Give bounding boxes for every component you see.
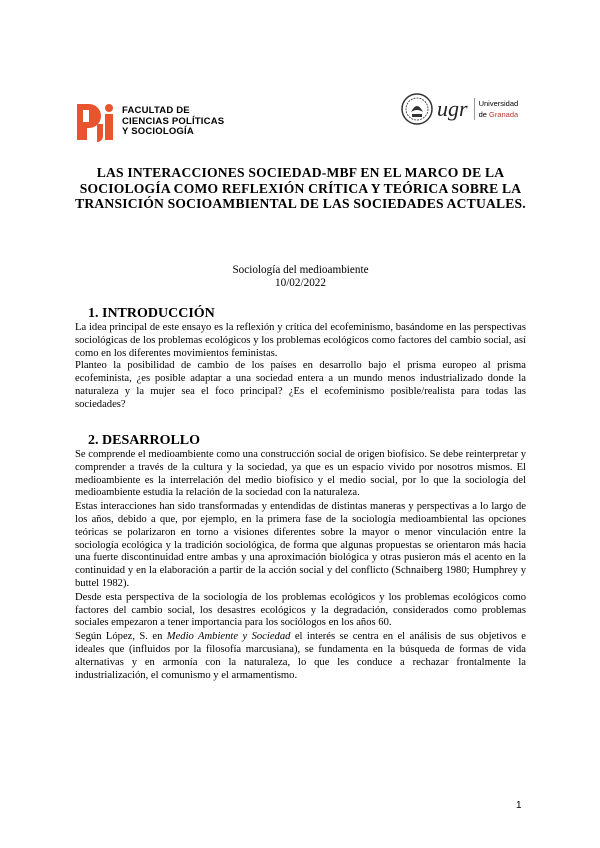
university-seal-icon: [400, 92, 434, 126]
faculty-logo: [75, 102, 224, 142]
subject-line: Sociología del medioambiente: [232, 264, 369, 276]
section-heading-intro: 1. INTRODUCCIÓN: [88, 306, 215, 321]
paragraph: Estas interacciones han sido transformadas y entendidas de distintas maneras y perspectivas a lo largo de los años, debido a que, por ejemplo, en la primera fase de la sociología medioambiental las opciones teóricas se polarizaron en torno a visiones diferentes sobre la mayor o menor vinculación entre la sociología ecológica y la tradición sociológica, de forma que algunas propuestas se orientaron más hacia una fuerte discontinuidad entre ambas y una aproximación biológica y otras pusieron más el acento en la continuidad y en la elaboración a partir de la acción social y del conflicto (Schnaiberg 1980; Humphrey y buttel 1982).: [75, 501, 526, 589]
paragraph: Desde esta perspectiva de la sociología de los problemas ecológicos y los problemas ecológicos como factores del cambio social, los desastres ecológicos y la degradación, considerados como problemas sociales empezaron a tener importancia para los sociólogos en los años 60.: [75, 591, 526, 629]
intro-body: [75, 322, 526, 412]
university-logo: [400, 92, 518, 126]
section-heading-desarrollo: 2. DESARROLLO: [88, 433, 201, 448]
faculty-logo-icon: [75, 102, 117, 142]
desarrollo-body: [75, 449, 526, 682]
paragraph: Según López, S. en Medio Ambiente y Sociedad el interés se centra en el análisis de sus objetivos e ideales que (influidos por la filosofía marcusiana), se fundamenta en la búsqueda de formas de vida alternativas y en armonía con la naturaleza, lo que les conduce a rechazar frontalmente la industrialización, el comunismo y el armamentismo.: [75, 631, 526, 681]
date-line: 10/02/2022: [275, 276, 326, 289]
ugr-wordmark: ugr: [437, 96, 468, 121]
university-name: Universidad de Granada: [474, 98, 519, 120]
document-title: LAS INTERACCIONES SOCIEDAD-MBF EN EL MARCO DE LA SOCIOLOGÍA COMO REFLEXIÓN CRÍTICA Y TEÓRICA SOBRE LA TRANSICIÓN SOCIOAMBIENTAL DE LAS SOCIEDADES ACTUALES.: [75, 165, 526, 211]
paragraph: La idea principal de este ensayo es la reflexión y crítica del ecofeminismo, basándome en las perspectivas sociológicas de los problemas ecológicos y los problemas ecológicos como factores del cambio social, así como en los diferentes movimientos feministas.: [75, 322, 526, 359]
page-number: 1: [516, 800, 522, 811]
subject-and-date: [75, 264, 526, 289]
paragraph: Planteo la posibilidad de cambio de los países en desarrollo bajo el prisma europeo al prisma ecofeminista, ¿es posible adaptar a una sociedad entera a un mundo menos industrializado donde la naturaleza y la mujer sea el foco principal? ¿Es el ecofeminismo posible/realista para todas las sociedades?: [75, 360, 526, 410]
paragraph: Se comprende el medioambiente como una construcción social de origen biofísico. Se debe reinterpretar y comprender a través de la cultura y la sociedad, ya que es un espacio vivido por nosotros mismos. El medioambiente es la interrelación del medio biofísico y el medio social, por lo que la sociología del medioambiente estudia la relación de la sociedad con la naturaleza.: [75, 449, 526, 499]
book-title: Medio Ambiente y Sociedad: [166, 631, 291, 643]
faculty-logo-text: FACULTAD DE CIENCIAS POLÍTICAS Y SOCIOLOGÍA: [122, 105, 225, 138]
